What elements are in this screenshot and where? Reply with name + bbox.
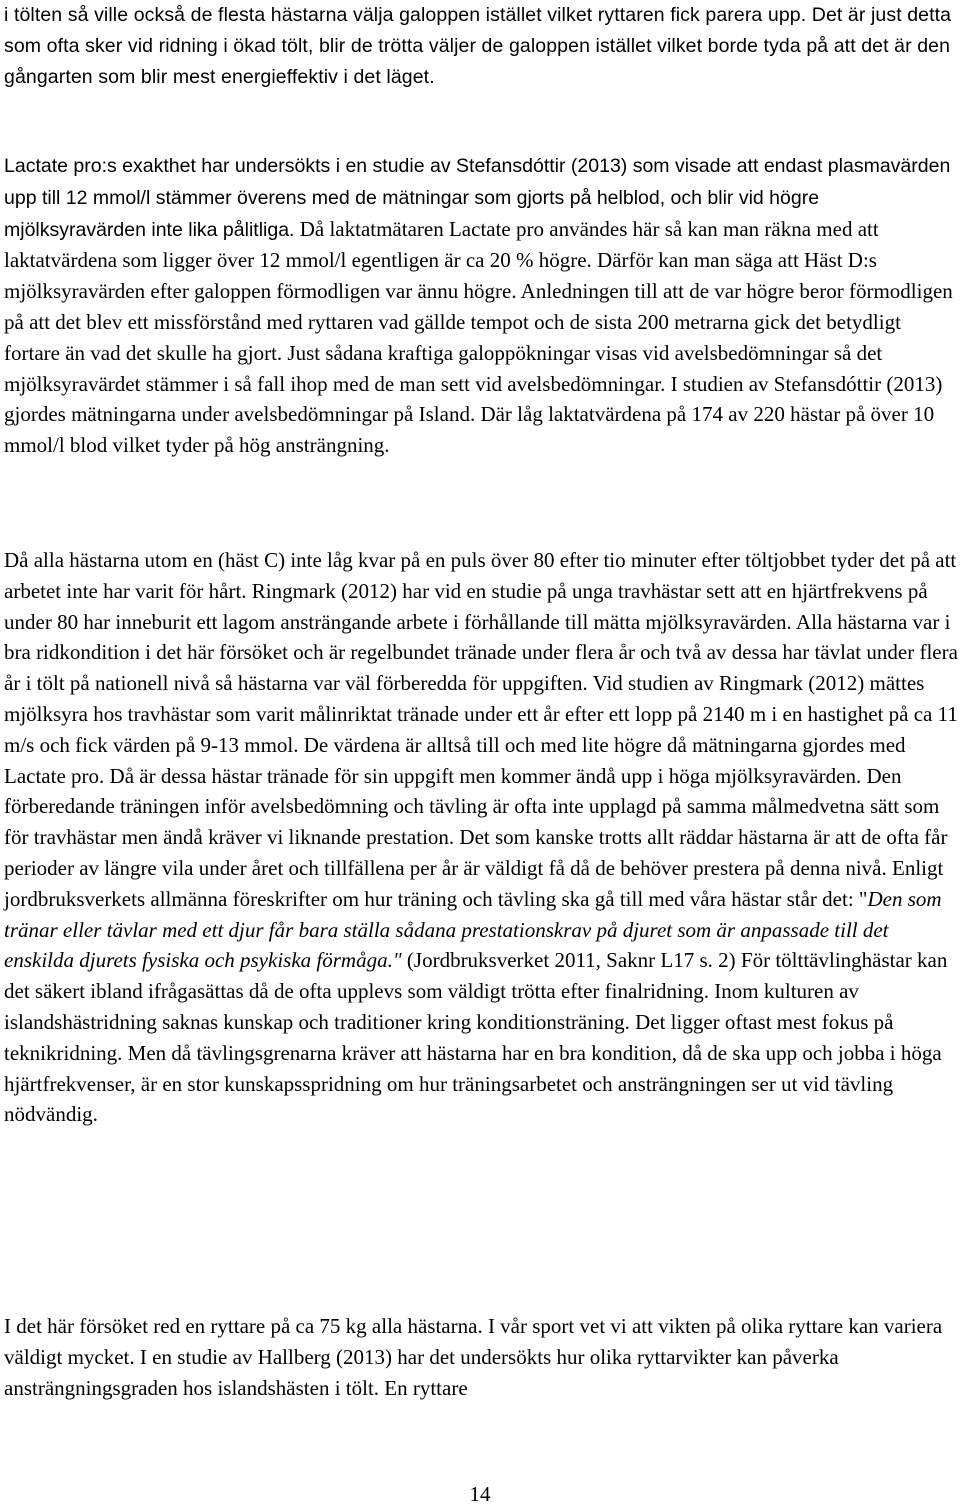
paragraph-heart-rate-after-quote: (Jordbruksverket 2011, Saknr L17 s. 2) För tölttävlinghästar kan det säkert ibland ifrågasättas då de ofta upplevs som väldigt trötta efter finalridning. Inom kulturen av islandshästridning saknas kunskap och traditioner kring konditionsträning. Det ligger oftast mest fokus på teknikridning. Men då tävlingsgrenarna kräver att hästarna har en bra kondition, då de ska upp och jobba i höga hjärtfrekvenser, är en stor kunskapsspridning om hur träningsarbetet och ansträngningen ser ut vid tävling nödvändig. (4, 948, 948, 1127)
paragraph-gait-energy: i tölten så ville också de flesta hästarna välja galoppen istället vilket ryttaren fick parera upp. Det är just detta som ofta sker vid ridning i ökad tölt, blir de trötta väljer de galoppen istället vilket borde tyda på att det är den gångarten som blir mest energieffektiv i det läget. (4, 4, 952, 88)
page-number: 14 (469, 1482, 491, 1506)
paragraph-rider-weight: I det här försöket red en ryttare på ca 75 kg alla hästarna. I vår sport vet vi att vikten på olika ryttare kan variera väldigt mycket. I en studie av Hallberg (2013) har det undersökts hur olika ryttarvikter kan påverka ansträngningsgraden hos islandshästen i tölt. En ryttare (4, 1314, 943, 1400)
paragraph-lactate-accuracy-sans-part: Lactate pro:s exakthet har undersökts i en studie av Stefansdóttir (2013) som visade att endast plasmavärden upp till 12 mmol/l stämmer överens med de mätningar som gjorts på helblod, och blir vid högre mjölksyravärden inte lika pålitliga. (4, 155, 951, 241)
regulation-quote: Den som tränar eller tävlar med ett djur får bara ställa sådana prestationskrav på djuret som är anpassade till det enskilda djurets fysiska och psykiska förmåga." (4, 886, 942, 973)
paragraph-lactate-accuracy-serif-part: Då laktatmätaren Lactate pro användes här så kan man räkna med att laktatvärdena som ligger över 12 mmol/l egentligen är ca 20 % högre. Därför kan man säga att Häst D:s mjölksyravärden efter galoppen förmodligen var ännu högre. Anledningen till att de var högre beror förmodligen på att det blev ett missförstånd med ryttaren vad gällde tempot och de sista 200 metrarna gick det betydligt fortare än vad det skulle ha gjort. Just sådana kraftiga galoppökningar visas vid avelsbedömningar så det mjölksyravärdet stämmer i så fall ihop med de man sett vid avelsbedömningar. I studien av Stefansdóttir (2013) gjordes mätningarna under avelsbedömningar på Island. Där låg laktatvärdena på 174 av 220 hästar på över 10 mmol/l blod vilket tyder på hög ansträngning. (4, 216, 953, 458)
paragraph-heart-rate-training (4, 545, 958, 1130)
paragraph-heart-rate-before-quote: Då alla hästarna utom en (häst C) inte låg kvar på en puls över 80 efter tio minuter efter töltjobbet tyder det på att arbetet inte har varit för hårt. Ringmark (2012) har vid en studie på unga travhästar sett att en hjärtfrekvens på under 80 har inneburit ett lagom ansträngande arbete i förhållande till mätta mjölksyravärden. Alla hästarna var i bra ridkondition i det här försöket och är regelbundet tränade under flera år och två av dessa har tävlat under flera år i tölt på nationell nivå så hästarna var väl förberedda för uppgiften. Vid studien av Ringmark (2012) mättes mjölksyra hos travhästar som varit målinriktat tränade under ett år efter ett lopp på 2140 m i en hastighet på ca 11 m/s och fick värden på 9-13 mmol. De värdena är alltså till och med lite högre då mätningarna gjordes med Lactate pro. Då är dessa hästar tränade för sin uppgift men kommer ändå upp i höga mjölksyravärden. Den förberedande träningen inför avelsbedömning och tävling är ofta inte upplagd på samma målmedvetna sätt som för travhästar men ändå kräver vi liknande prestation. Det som kanske trotts allt räddar hästarna är att de ofta får perioder av längre vila under året och tillfällena per år är väldigt få då de behöver prestera på denna nivå. Enligt jordbruksverkets allmänna föreskrifter om hur träning och tävling ska gå till med våra hästar står det: " (4, 548, 958, 911)
paragraph-lactate-accuracy (4, 150, 958, 461)
